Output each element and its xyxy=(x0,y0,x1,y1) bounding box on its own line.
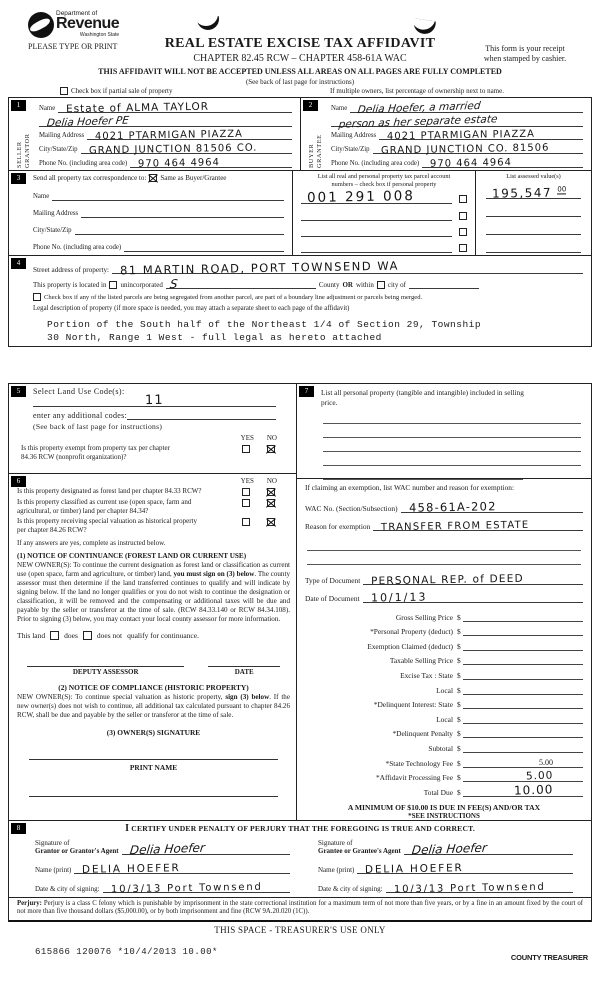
assessed-values-column xyxy=(476,171,591,255)
logo-state-text: Washington State xyxy=(79,32,120,38)
parcel-number-field[interactable] xyxy=(301,204,452,220)
dor-logo xyxy=(28,10,148,51)
exemption-reason-extra-line[interactable] xyxy=(307,551,581,565)
receipt-note: This form is your receipt when stamped by cashier. xyxy=(483,44,567,63)
notice-continuance-title: (1) NOTICE OF CONTINUANCE (FOREST LAND OR CURRENT USE) xyxy=(17,552,247,561)
tax-table xyxy=(8,383,592,922)
money-line[interactable] xyxy=(463,679,583,680)
segregated-checkbox[interactable] xyxy=(33,293,41,301)
segregated-label: Check box if any of the listed parcels are being segregated from another parcel, are part of a boundary line adjustment or parcels being merged. xyxy=(44,293,423,301)
grantor-date-city-field[interactable]: 10/3/13 Port Townsend xyxy=(103,874,290,893)
money-label: Taxable Selling Price xyxy=(389,656,453,666)
mailing-label: Mailing Address xyxy=(331,132,377,140)
grantee-date-city-field[interactable]: 10/3/13 Port Townsend xyxy=(386,874,573,893)
city-label: City/State/Zip xyxy=(331,146,370,154)
yes-no-header: YES NO xyxy=(240,477,277,485)
does-not-label: does not xyxy=(96,631,123,641)
same-as-buyer-checkbox[interactable] xyxy=(149,174,157,182)
city-checkbox[interactable] xyxy=(377,281,385,289)
personal-property-label: List all personal property (tangible and intangible) included in selling price. xyxy=(321,388,524,407)
see-back-note: (See back of last page for instructions) xyxy=(33,422,163,431)
does-qualify-checkbox[interactable] xyxy=(50,631,59,640)
minimum-due-note: A MINIMUM OF $10.00 IS DUE IN FEE(S) AND/OR TAX *SEE INSTRUCTIONS xyxy=(347,802,541,820)
seller-phone-field[interactable]: 970 464 4964 xyxy=(130,154,292,168)
grantor-sig-label: Signature of Grantor or Grantor's Agent xyxy=(35,839,119,855)
money-line[interactable] xyxy=(463,737,583,738)
land-use-code-field[interactable]: 11 xyxy=(33,396,276,407)
exempt-question: Is this property exempt from property tax per chapter 84.36 RCW (nonprofit organization)? xyxy=(21,444,170,461)
parties-table xyxy=(8,97,592,347)
buyer-grantee-label: BUYER GRANTEE xyxy=(307,134,323,168)
qualify-label: qualify for continuance. xyxy=(127,631,199,641)
money-label: Subtotal xyxy=(428,743,453,753)
notice-compliance-body: NEW OWNER(S): To continue special valuation as historic property, sign (3) below. If the new owner(s) does not wish to continue, all additional tax calculated pursuant to chapter 84.26 RCW, shall be due and payable by the seller or transferor at the time of sale. xyxy=(17,693,291,720)
or-label: OR xyxy=(342,281,353,289)
land-use-label: Select Land Use Code(s): xyxy=(33,387,125,396)
logo-name-text: Revenue xyxy=(56,15,120,32)
money-line[interactable]: 5.00 xyxy=(463,767,583,768)
city-of-field[interactable] xyxy=(409,278,479,289)
grantor-signature-field[interactable]: Delia Hoefer xyxy=(122,836,290,855)
money-row: Local $ xyxy=(305,680,583,695)
revenue-logo-icon xyxy=(28,12,54,38)
cashier-stamp: 615866 120076 *10/4/2013 10.00* xyxy=(35,947,218,957)
personal-property-field[interactable] xyxy=(323,466,523,480)
grantor-signature-block xyxy=(17,836,300,896)
buyer-city-field[interactable]: GRAND JUNCTION CO. 81506 xyxy=(373,140,583,154)
seller-mailing-field[interactable]: 4021 PTARMIGAN PIAZZA xyxy=(87,127,292,141)
money-row: Excise Tax : State $ xyxy=(305,665,583,680)
see-back-note: (See back of last page for instructions) xyxy=(245,78,355,86)
document-date-field[interactable]: 10/1/13 xyxy=(363,585,583,603)
money-label: Gross Selling Price xyxy=(395,612,453,622)
perjury-notice: Perjury: Perjury is a class C felony which is punishable by imprisonment in the state correctional institution for a maximum term of not more than five years, or by a fine in an amount fixed by the court of not more than five thousand dollars ($5,000.00), or by both imprisonment and fine (RCW 9A.20.020 (1C)). xyxy=(9,898,591,922)
money-row: Exemption Claimed (deduct) $ xyxy=(305,636,583,651)
personal-property-checkbox[interactable] xyxy=(459,212,467,220)
personal-property-field[interactable] xyxy=(323,424,581,438)
seller-name-field[interactable]: Estate of ALMA TAYLOR xyxy=(58,99,292,113)
grantee-signature-block xyxy=(300,836,583,896)
partial-sale-checkbox[interactable] xyxy=(60,87,68,95)
name-print-label: Name (print) xyxy=(318,866,355,874)
current-use-question: Is this property classified as current use (open space, farm and agricultural, or timber) land per chapter 84.34? xyxy=(17,498,192,515)
document-type-label: Type of Document xyxy=(305,576,361,585)
section-number: 5 xyxy=(11,386,26,397)
assessed-value-field[interactable] xyxy=(486,199,581,217)
scan-mark-icon xyxy=(196,16,222,32)
money-line[interactable]: 5.00 xyxy=(463,781,583,782)
exemption-intro: If claiming an exemption, list WAC number and reason for exemption: xyxy=(305,483,515,492)
date-city-label: Date & city of signing: xyxy=(318,885,383,893)
grantee-print-name-field[interactable]: DELIA HOEFER xyxy=(357,855,573,874)
does-label: does xyxy=(64,631,78,641)
money-row: *Delinquent Penalty $ xyxy=(305,724,583,739)
buyer-phone-field[interactable]: 970 464 4964 xyxy=(422,154,583,168)
notice-compliance-title: (2) NOTICE OF COMPLIANCE (HISTORIC PROPERTY) xyxy=(58,683,249,693)
wac-number-label: WAC No. (Section/Subsection) xyxy=(305,504,398,513)
section-1-seller xyxy=(9,98,300,170)
parcel-numbers-column xyxy=(293,171,476,255)
exemption-and-tax-block xyxy=(297,479,591,821)
unincorporated-checkbox[interactable] xyxy=(109,281,117,289)
print-name-label: PRINT NAME xyxy=(129,763,178,773)
exemption-reason-label: Reason for exemption xyxy=(305,522,371,531)
money-row: Taxable Selling Price $ xyxy=(305,651,583,666)
money-line[interactable] xyxy=(463,650,583,651)
grantee-signature-field[interactable]: Delia Hoefer xyxy=(404,836,573,855)
legal-description-text: Portion of the South half of the Northeast 1/4 of Section 29, Township 30 North, Range 1 West - full legal as hereto attached xyxy=(47,319,482,343)
form-title: REAL ESTATE EXCISE TAX AFFIDAVIT xyxy=(164,36,436,51)
form-header xyxy=(0,0,600,97)
deputy-assessor-sign-field[interactable] xyxy=(27,653,184,666)
money-row: *Delinquent Interest: State $ xyxy=(305,695,583,710)
date-label: DATE xyxy=(208,666,280,676)
correspondence-mailing-field[interactable] xyxy=(81,201,284,218)
same-as-buyer-label: Same as Buyer/Grantee xyxy=(160,174,227,182)
correspondence-city-field[interactable] xyxy=(75,218,284,235)
grantee-sig-label: Signature of Grantee or Grantee's Agent xyxy=(318,839,401,855)
parcel-number-field[interactable] xyxy=(301,221,452,237)
mailing-label: Mailing Address xyxy=(33,210,79,217)
correspondence-name-field[interactable] xyxy=(52,184,284,201)
money-line[interactable] xyxy=(463,708,583,709)
name-print-label: Name (print) xyxy=(35,866,72,874)
street-address-label: Street address of property: xyxy=(33,266,110,274)
personal-property-checkbox[interactable] xyxy=(459,195,467,203)
historic-no-checkbox[interactable] xyxy=(267,518,275,526)
forest-no-checkbox[interactable] xyxy=(267,488,275,496)
owner-print-name-field[interactable] xyxy=(29,784,278,797)
name-label: Name xyxy=(39,104,56,112)
money-line[interactable] xyxy=(463,694,583,695)
personal-property-checkbox[interactable] xyxy=(459,244,467,252)
historic-yes-checkbox[interactable] xyxy=(242,518,250,526)
money-line[interactable] xyxy=(463,752,583,753)
treasurer-space-label: THIS SPACE - TREASURER'S USE ONLY xyxy=(214,925,386,935)
money-line[interactable] xyxy=(463,635,583,636)
parcel-header: List all real and personal property tax parcel account numbers – check box if personal property xyxy=(317,173,451,188)
wac-number-field[interactable]: 458-61A-202 xyxy=(401,495,583,513)
personal-property-field[interactable] xyxy=(323,438,581,452)
section-number: 3 xyxy=(11,173,26,184)
money-label: *Delinquent Penalty xyxy=(392,729,453,739)
name-label: Name xyxy=(33,193,50,200)
exempt-yes-checkbox[interactable] xyxy=(242,445,250,453)
personal-property-checkbox[interactable] xyxy=(459,228,467,236)
grantor-print-name-field[interactable]: DELIA HOEFER xyxy=(74,855,290,874)
historic-question: Is this property receiving special valuation as historical property per chapter 84.26 RCW? xyxy=(17,517,198,534)
date-city-label: Date & city of signing: xyxy=(35,885,100,893)
within-label: within xyxy=(355,281,374,289)
deputy-date-field[interactable] xyxy=(208,653,280,666)
correspondence-label: Send all property tax correspondence to: xyxy=(33,174,147,182)
document-date-label: Date of Document xyxy=(305,594,360,603)
phone-label: Phone No. (including area code) xyxy=(33,244,122,251)
section-number: 7 xyxy=(299,386,314,397)
exemption-reason-field[interactable]: TRANSFER FROM ESTATE xyxy=(373,513,583,531)
money-line[interactable] xyxy=(463,723,583,724)
forest-land-question: Is this property designated as forest land per chapter 84.33 RCW? xyxy=(17,487,202,495)
assessed-value-field[interactable] xyxy=(486,217,581,235)
city-label: City/State/Zip xyxy=(33,227,72,234)
money-row: Gross Selling Price $ xyxy=(305,607,583,622)
section-3-correspondence xyxy=(9,171,293,255)
owners-signature-title: (3) OWNER(S) SIGNATURE xyxy=(106,728,201,738)
money-label: *Delinquent Interest: State xyxy=(373,700,453,710)
exempt-no-checkbox[interactable] xyxy=(267,445,275,453)
county-field[interactable]: S xyxy=(166,278,316,289)
logo-dept-text: Department of xyxy=(56,10,98,17)
located-in-label: This property is located in xyxy=(33,281,107,289)
money-label: *Personal Property (deduct) xyxy=(370,627,453,637)
buyer-name-field-2[interactable]: person as her separate estate xyxy=(331,113,583,127)
money-line[interactable] xyxy=(463,664,583,665)
parcel-number-field[interactable]: 001 291 008 xyxy=(301,188,452,204)
section-number: 6 xyxy=(11,476,26,487)
document-type-field[interactable]: PERSONAL REP. of DEED xyxy=(363,567,583,585)
form-subtitle: CHAPTER 82.45 RCW – CHAPTER 458-61A WAC xyxy=(193,53,407,64)
exemption-reason-extra-line[interactable] xyxy=(307,537,581,551)
money-row: Local $ xyxy=(305,709,583,724)
money-row: *State Technology Fee $ 5.00 xyxy=(305,753,583,768)
section-2-buyer xyxy=(300,98,591,170)
assessed-header: List assessed value(s) xyxy=(506,173,561,180)
phone-label: Phone No. (including area code) xyxy=(331,159,420,167)
assessed-value-field[interactable]: 195,547 $^{00}$ xyxy=(486,181,581,199)
section-7-personal-property xyxy=(297,384,591,479)
name-label: Name xyxy=(331,104,348,112)
section-6-continuance xyxy=(9,474,296,821)
city-label: City/State/Zip xyxy=(39,146,78,154)
additional-codes-label: enter any additional codes: xyxy=(33,411,128,420)
unincorporated-label: unincorporated xyxy=(120,281,163,289)
money-label: Excise Tax : State xyxy=(400,670,453,680)
buyer-name-field[interactable]: Delia Hoefer, a married xyxy=(350,99,583,113)
city-of-label: city of xyxy=(387,281,406,289)
county-label: County xyxy=(318,281,340,289)
seller-city-field[interactable]: GRAND JUNCTION 81506 CO. xyxy=(81,140,292,154)
does-not-qualify-checkbox[interactable] xyxy=(83,631,92,640)
certify-statement: I CERTIFY UNDER PENALTY OF PERJURY THAT THE FOREGOING IS TRUE AND CORRECT. xyxy=(125,823,475,834)
mailing-label: Mailing Address xyxy=(39,132,85,140)
forest-yes-checkbox[interactable] xyxy=(242,488,250,496)
money-label: Local xyxy=(436,685,453,695)
deputy-assessor-label: DEPUTY ASSESSOR xyxy=(27,666,184,676)
scan-mark-icon xyxy=(411,18,439,37)
phone-label: Phone No. (including area code) xyxy=(39,159,128,167)
money-row: Total Due $ 10.00 xyxy=(305,782,583,797)
street-address-field[interactable]: 81 MARTIN ROAD, PORT TOWNSEND WA xyxy=(112,258,583,274)
this-land-label: This land xyxy=(17,631,46,641)
section-number: 2 xyxy=(303,100,318,111)
assessed-value-field[interactable] xyxy=(486,235,581,253)
yes-no-header: YES NO xyxy=(240,434,277,442)
please-type-note: PLEASE TYPE OR PRINT xyxy=(28,42,118,51)
seller-grantor-label: SELLER GRANTOR xyxy=(15,133,31,168)
section-5-land-use xyxy=(9,384,296,474)
money-row: *Personal Property (deduct) $ xyxy=(305,622,583,637)
section-number: 1 xyxy=(11,100,26,111)
owner-signature-field[interactable] xyxy=(29,747,278,760)
personal-property-field[interactable] xyxy=(323,452,581,466)
section-number: 4 xyxy=(11,258,26,269)
money-label: *State Technology Fee xyxy=(385,758,453,768)
notice-continuance-body: NEW OWNER(S): To continue the current designation as forest land or classification as current use (open space, farm and agriculture, or timber) land, you must sign on (3) below. The county assessor must then determine if the land transferred continues to qualify and will indicate by signing below. If the land no longer qualifies or you do not wish to continue the designation or classification, it will be removed and the compensating or additional taxes will be due and payable by the seller or transferor at the time of sale. (RCW 84.33.140 or RCW 84.34.108). Prior to signing (3) below, you may contact your local county assessor for more information. xyxy=(17,561,290,624)
correspondence-phone-field[interactable] xyxy=(124,235,284,252)
county-treasurer-label: COUNTY TREASURER xyxy=(510,953,588,962)
current-use-no-checkbox[interactable] xyxy=(267,499,275,507)
section-8-certification xyxy=(9,821,591,898)
money-row: Subtotal $ xyxy=(305,738,583,753)
section-number: 8 xyxy=(11,823,26,834)
money-label: Exemption Claimed (deduct) xyxy=(367,641,453,651)
legal-description-label: Legal description of property (if more space is needed, you may attach a separate sheet to each page of the affidavit) xyxy=(33,305,350,312)
current-use-yes-checkbox[interactable] xyxy=(242,499,250,507)
personal-property-field[interactable] xyxy=(323,410,581,424)
seller-name-field-2[interactable]: Delia Hoefer PE xyxy=(39,113,292,127)
warning-line: THIS AFFIDAVIT WILL NOT BE ACCEPTED UNLESS ALL AREAS ON ALL PAGES ARE FULLY COMPLETED xyxy=(98,67,502,76)
parcel-number-field[interactable] xyxy=(301,237,452,253)
section-4-property xyxy=(9,256,591,347)
money-label: Total Due xyxy=(423,787,453,797)
multiple-owners-note: If multiple owners, list percentage of ownership next to name. xyxy=(330,87,504,95)
money-label: *Affidavit Processing Fee xyxy=(375,773,453,783)
money-row: *Affidavit Processing Fee $ 5.00 xyxy=(305,768,583,783)
buyer-mailing-field[interactable]: 4021 PTARMIGAN PIAZZA xyxy=(379,127,583,141)
money-line[interactable]: 10.00 xyxy=(463,796,583,797)
additional-codes-field[interactable] xyxy=(127,407,276,420)
partial-sale-label: Check box if partial sale of property xyxy=(71,87,173,95)
money-line[interactable] xyxy=(463,621,583,622)
if-any-yes-note: If any answers are yes, complete as instructed below. xyxy=(17,539,166,548)
money-label: Local xyxy=(436,714,453,724)
